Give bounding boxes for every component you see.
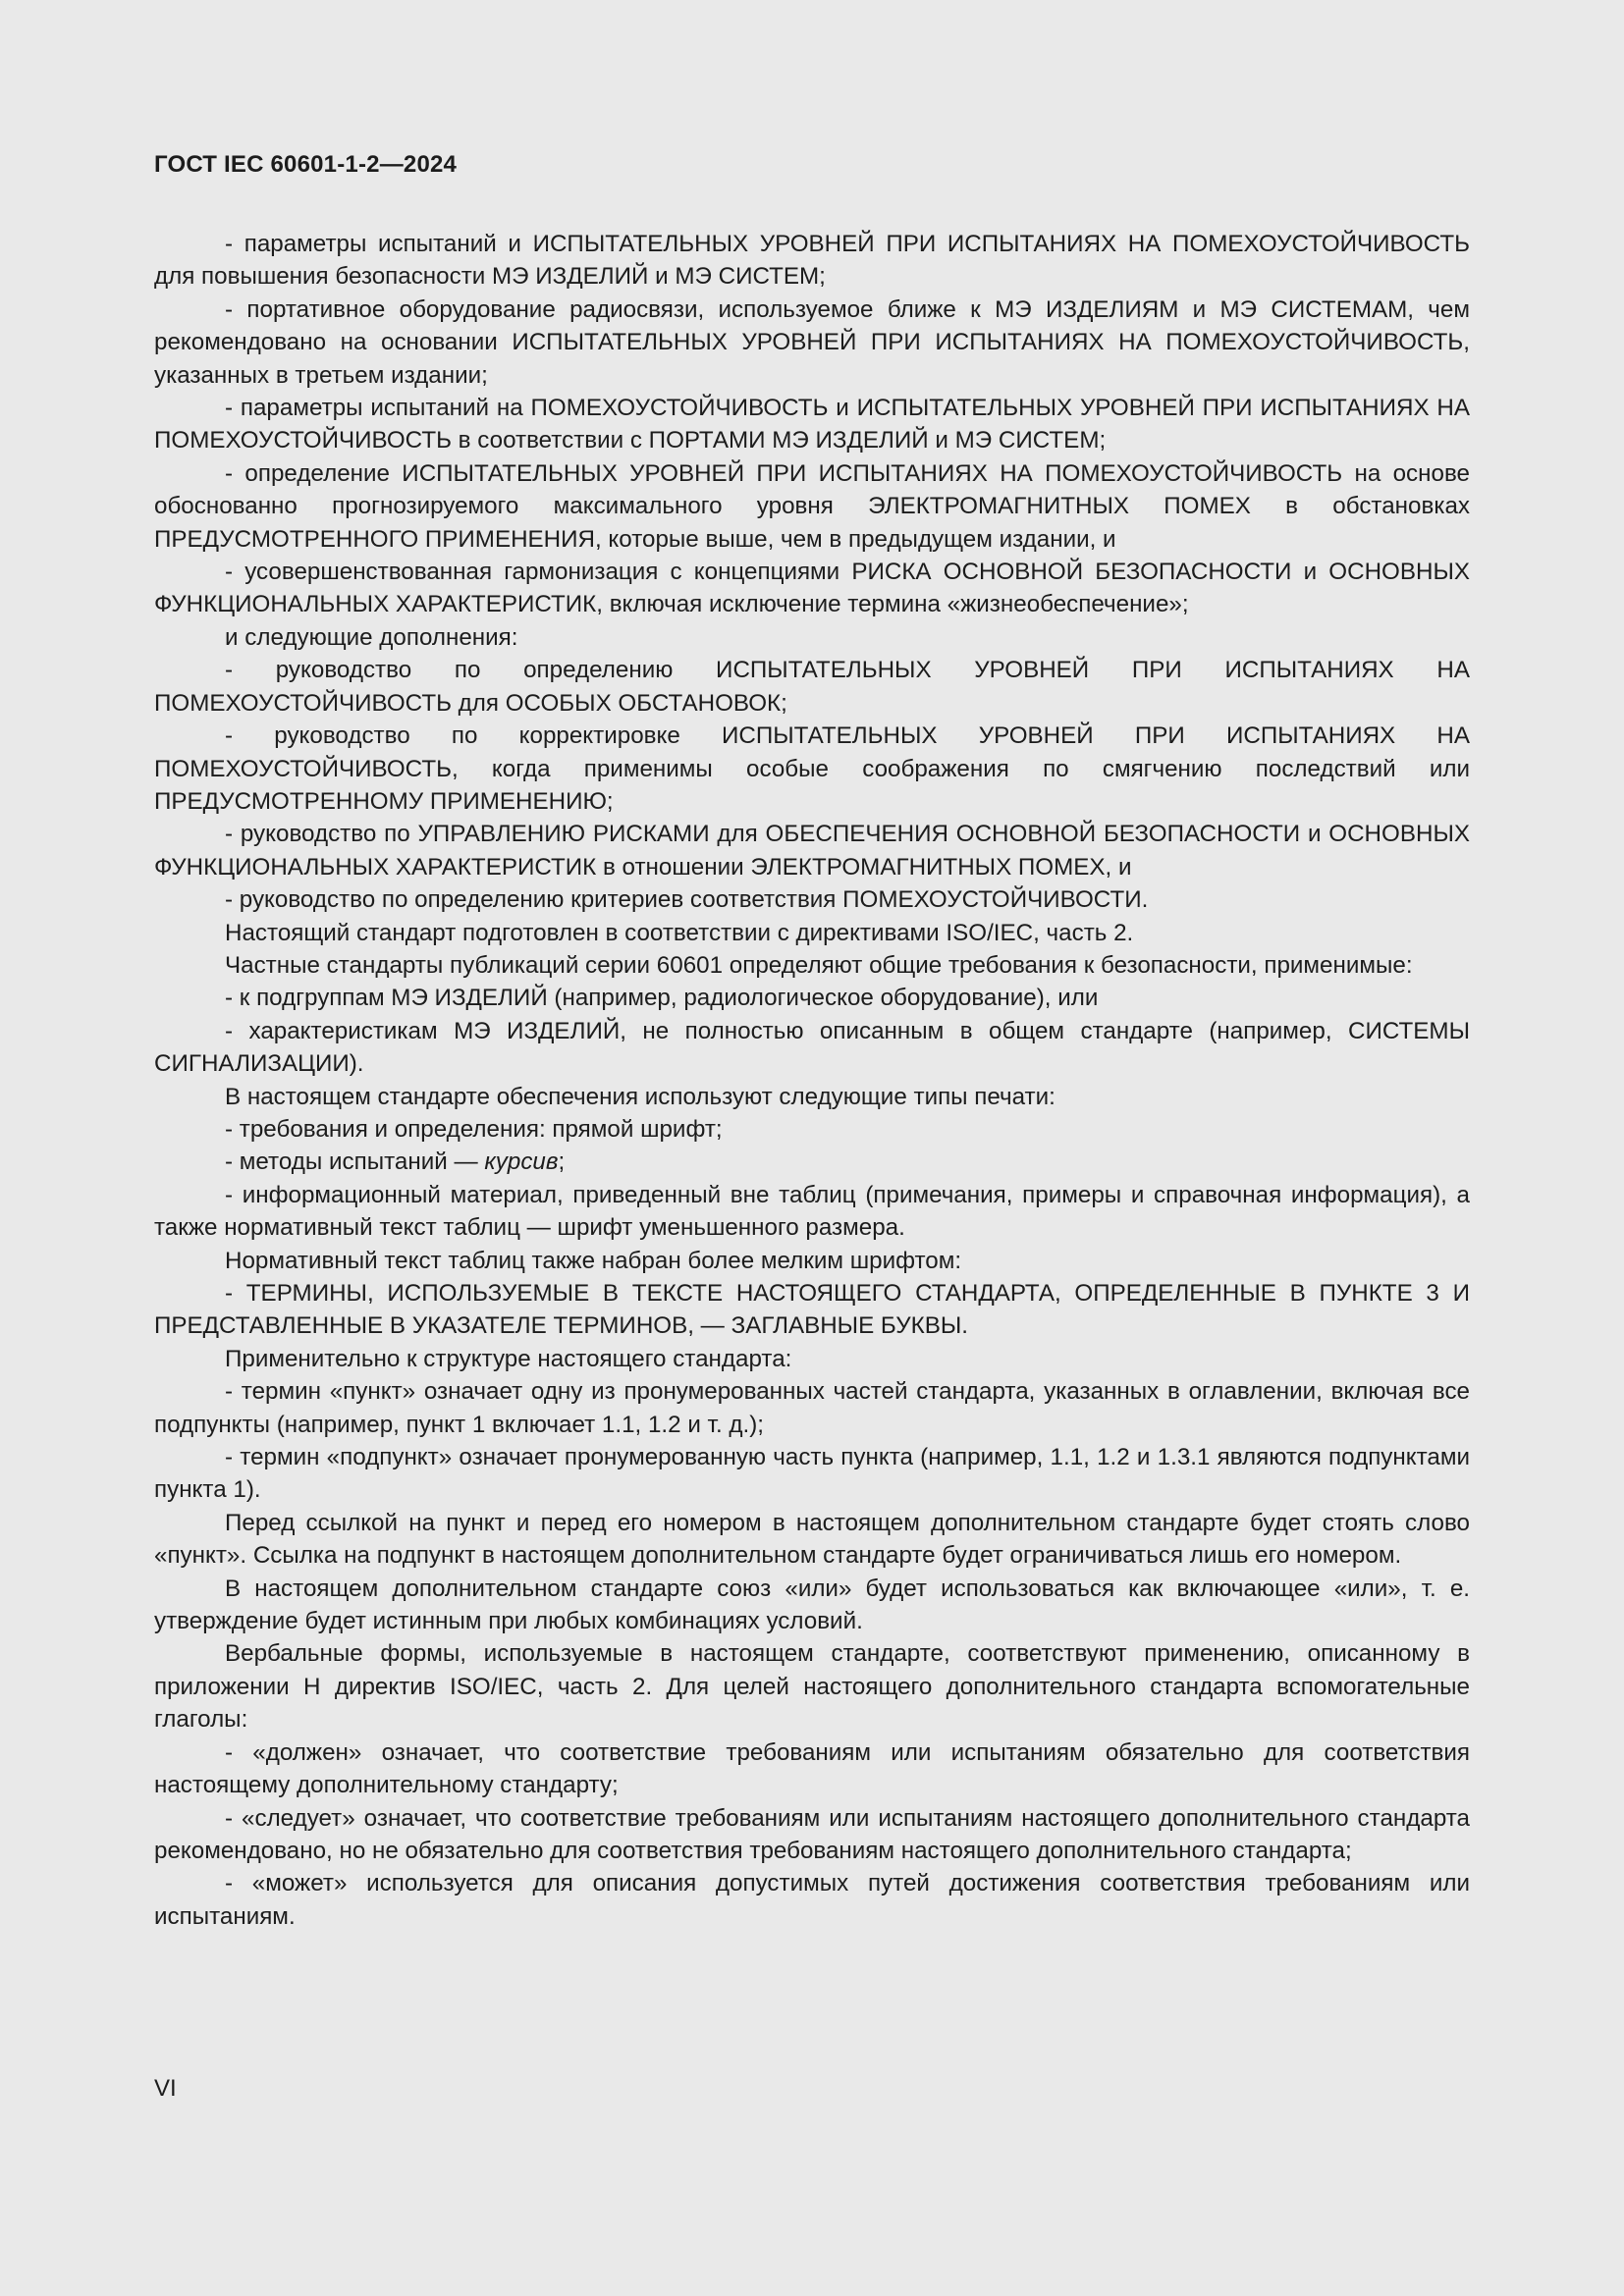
paragraph: - к подгруппам МЭ ИЗДЕЛИЙ (например, радиологическое оборудование), или bbox=[225, 985, 1099, 1012]
paragraph: Частные стандарты публикаций серии 60601 определяют общие требования к безопасности, применимые: bbox=[225, 951, 1413, 979]
paragraph: - руководство по определению ИСПЫТАТЕЛЬНЫХ УРОВНЕЙ ПРИ ИСПЫТАНИЯХ НА ПОМЕХОУСТОЙЧИВОСТЬ для ОСОБЫХ ОБСТАНОВОК; bbox=[154, 657, 1470, 717]
paragraph-text: - методы испытаний — bbox=[225, 1148, 485, 1176]
paragraph: Применительно к структуре настоящего стандарта: bbox=[225, 1345, 792, 1372]
page-number: VI bbox=[154, 2075, 177, 2102]
paragraph: и следующие дополнения: bbox=[225, 623, 518, 651]
italic-example: курсив bbox=[484, 1148, 559, 1176]
paragraph: - «может» используется для описания допустимых путей достижения соответствия требованиям или испытаниям. bbox=[154, 1870, 1470, 1930]
paragraph: - портативное оборудование радиосвязи, используемое ближе к МЭ ИЗДЕЛИЯМ и МЭ СИСТЕМАМ, чем рекомендовано на основании ИСПЫТАТЕЛЬНЫХ УРОВНЕЙ ПРИ ИСПЫТАНИЯХ НА ПОМЕХОУСТОЙЧИВОСТЬ, указанных в третьем издании; bbox=[154, 295, 1470, 389]
paragraph: Вербальные формы, используемые в настоящем стандарте, соответствуют применению, описанному в приложении Н директив ISO/IEC, часть 2. Для целей настоящего дополнительного стандарта вспомогательные глаголы: bbox=[154, 1640, 1470, 1734]
paragraph: Перед ссылкой на пункт и перед его номером в настоящем дополнительном стандарте будет стоять слово «пункт». Ссылка на подпункт в настоящем дополнительном стандарте будет ограничиваться лишь его номером. bbox=[154, 1509, 1470, 1570]
paragraph: - руководство по определению критериев соответствия ПОМЕХОУСТОЙЧИВОСТИ. bbox=[225, 886, 1149, 914]
paragraph: Нормативный текст таблиц также набран более мелким шрифтом: bbox=[225, 1247, 962, 1274]
paragraph: - «следует» означает, что соответствие требованиям или испытаниям настоящего дополнительного стандарта рекомендовано, но не обязательно для соответствия требованиям настоящего дополнительного стандарта; bbox=[154, 1804, 1470, 1864]
paragraph: - руководство по корректировке ИСПЫТАТЕЛЬНЫХ УРОВНЕЙ ПРИ ИСПЫТАНИЯХ НА ПОМЕХОУСТОЙЧИВОСТЬ, когда применимы особые соображения по смягчению последствий или ПРЕДУСМОТРЕННОМУ ПРИМЕНЕНИЮ; bbox=[154, 722, 1470, 815]
paragraph: - параметры испытаний и ИСПЫТАТЕЛЬНЫХ УРОВНЕЙ ПРИ ИСПЫТАНИЯХ НА ПОМЕХОУСТОЙЧИВОСТЬ для повышения безопасности МЭ ИЗДЕЛИЙ и МЭ СИСТЕМ; bbox=[154, 231, 1470, 291]
paragraph-test-methods bbox=[154, 1146, 1470, 1178]
paragraph: - усовершенствованная гармонизация с концепциями РИСКА ОСНОВНОЙ БЕЗОПАСНОСТИ и ОСНОВНЫХ ФУНКЦИОНАЛЬНЫХ ХАРАКТЕРИСТИК, включая исключение термина «жизнеобеспечение»; bbox=[154, 559, 1470, 618]
paragraph: - руководство по УПРАВЛЕНИЮ РИСКАМИ для ОБЕСПЕЧЕНИЯ ОСНОВНОЙ БЕЗОПАСНОСТИ и ОСНОВНЫХ ФУНКЦИОНАЛЬНЫХ ХАРАКТЕРИСТИК в отношении ЭЛЕКТРОМАГНИТНЫХ ПОМЕХ, и bbox=[154, 821, 1470, 881]
paragraph-text-tail: ; bbox=[558, 1148, 566, 1176]
document-header: ГОСТ IEC 60601-1-2—2024 bbox=[154, 151, 458, 178]
paragraph: - информационный материал, приведенный вне таблиц (примечания, примеры и справочная информация), а также нормативный текст таблиц — шрифт уменьшенного размера. bbox=[154, 1181, 1470, 1242]
paragraph: - термин «подпункт» означает пронумерованную часть пункта (например, 1.1, 1.2 и 1.3.1 являются подпунктами пункта 1). bbox=[154, 1444, 1470, 1504]
document-body bbox=[154, 228, 1470, 1933]
paragraph: - характеристикам МЭ ИЗДЕЛИЙ, не полностью описанным в общем стандарте (например, СИСТЕМЫ СИГНАЛИЗАЦИИ). bbox=[154, 1017, 1470, 1078]
paragraph: В настоящем стандарте обеспечения используют следующие типы печати: bbox=[225, 1083, 1056, 1110]
paragraph: - ТЕРМИНЫ, ИСПОЛЬЗУЕМЫЕ В ТЕКСТЕ НАСТОЯЩЕГО СТАНДАРТА, ОПРЕДЕЛЕННЫЕ В ПУНКТЕ 3 И ПРЕДСТАВЛЕННЫЕ В УКАЗАТЕЛЕ ТЕРМИНОВ, — ЗАГЛАВНЫЕ БУКВЫ. bbox=[154, 1280, 1470, 1340]
paragraph: - требования и определения: прямой шрифт; bbox=[225, 1115, 723, 1143]
paragraph: - определение ИСПЫТАТЕЛЬНЫХ УРОВНЕЙ ПРИ ИСПЫТАНИЯХ НА ПОМЕХОУСТОЙЧИВОСТЬ на основе обоснованно прогнозируемого максимального уровня ЭЛЕКТРОМАГНИТНЫХ ПОМЕХ в обстановках ПРЕДУСМОТРЕННОГО ПРИМЕНЕНИЯ, которые выше, чем в предыдущем издании, и bbox=[154, 459, 1470, 553]
paragraph: В настоящем дополнительном стандарте союз «или» будет использоваться как включающее «или», т. е. утверждение будет истинным при любых комбинациях условий. bbox=[154, 1575, 1470, 1635]
paragraph: - термин «пункт» означает одну из пронумерованных частей стандарта, указанных в оглавлении, включая все подпункты (например, пункт 1 включает 1.1, 1.2 и т. д.); bbox=[154, 1378, 1470, 1438]
paragraph: - «должен» означает, что соответствие требованиям или испытаниям обязательно для соответствия настоящему дополнительному стандарту; bbox=[154, 1738, 1470, 1799]
paragraph: Настоящий стандарт подготовлен в соответствии с директивами ISO/IEC, часть 2. bbox=[225, 919, 1134, 946]
paragraph: - параметры испытаний на ПОМЕХОУСТОЙЧИВОСТЬ и ИСПЫТАТЕЛЬНЫХ УРОВНЕЙ ПРИ ИСПЫТАНИЯХ НА ПОМЕХОУСТОЙЧИВОСТЬ в соответствии с ПОРТАМИ МЭ ИЗДЕЛИЙ и МЭ СИСТЕМ; bbox=[154, 395, 1470, 454]
